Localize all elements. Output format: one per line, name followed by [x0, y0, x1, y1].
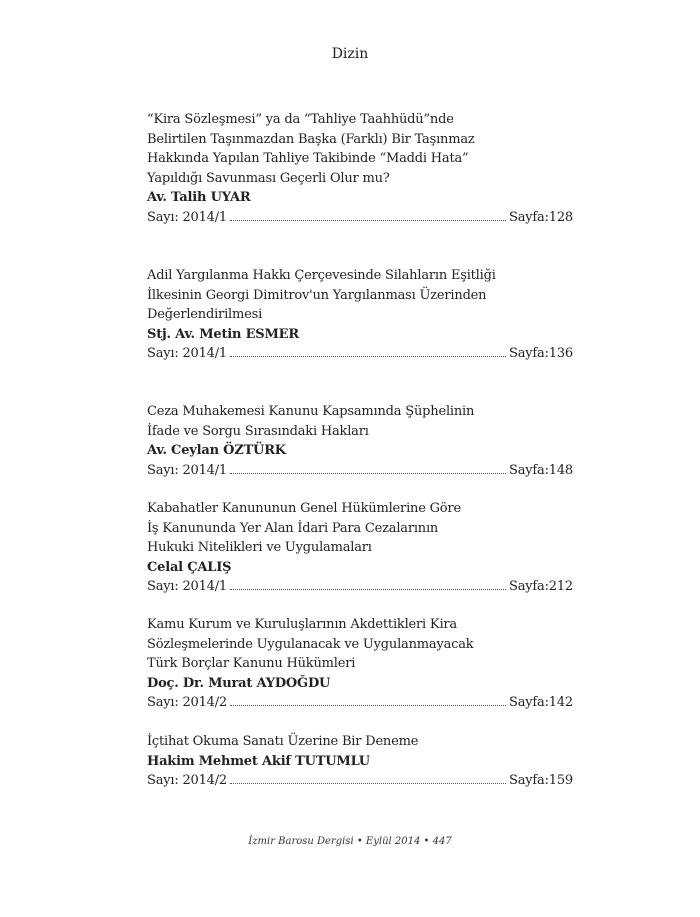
entry-title-line: Hukuki Nitelikleri ve Uygulamaları	[147, 540, 372, 556]
entry-page: Sayfa:159	[509, 773, 573, 789]
entry-reference	[147, 693, 573, 713]
entry-title-line: Yapıldığı Savunması Geçerli Olur mu?	[147, 170, 390, 186]
dot-leader	[230, 210, 506, 221]
dot-leader	[230, 695, 506, 706]
entry-title-line: Ceza Muhakemesi Kanunu Kapsamında Şüphelinin	[147, 404, 475, 419]
dot-leader	[230, 346, 506, 357]
entry-page: Sayfa:142	[509, 695, 573, 711]
entry-title-line: İş Kanununda Yer Alan İdari Para Cezalarının	[147, 520, 439, 536]
page-header: Dizin	[331, 46, 369, 62]
entry-title-line: Kabahatler Kanununun Genel Hükümlerine Göre	[147, 501, 461, 516]
entry-author: Hakim Mehmet Akif TUTUMLU	[147, 753, 370, 769]
entry-title-line: Türk Borçlar Kanunu Hükümleri	[147, 656, 356, 672]
index-entry	[147, 732, 573, 791]
entry-issue: Sayı: 2014/2	[147, 695, 228, 711]
entry-author: Av. Talih UYAR	[147, 190, 251, 206]
index-entry	[147, 499, 573, 597]
entry-issue: Sayı: 2014/1	[147, 579, 228, 595]
entry-title-line: Değerlendirilmesi	[147, 307, 263, 323]
entry-author: Av. Ceylan ÖZTÜRK	[147, 443, 286, 459]
entry-reference	[147, 208, 573, 228]
index-entry	[147, 402, 573, 480]
index-entry	[147, 615, 573, 713]
entry-reference	[147, 461, 573, 481]
index-entry	[147, 110, 573, 228]
entry-author: Stj. Av. Metin ESMER	[147, 326, 299, 342]
entry-page: Sayfa:148	[509, 462, 573, 478]
entry-title-line: “Kira Sözleşmesi” ya da “Tahliye Taahhüdü”nde	[147, 112, 454, 127]
entry-page: Sayfa:128	[509, 209, 573, 225]
entry-reference	[147, 771, 573, 791]
entry-title-line: Hakkında Yapılan Tahliye Takibinde “Maddi Hata”	[147, 151, 469, 167]
entry-issue: Sayı: 2014/2	[147, 773, 228, 789]
entry-author: Doç. Dr. Murat AYDOĞDU	[147, 675, 331, 691]
page-footer: İzmir Barosu Dergisi • Eylül 2014 • 447	[248, 836, 452, 847]
entry-page: Sayfa:212	[509, 579, 573, 595]
entry-title-line: İçtihat Okuma Sanatı Üzerine Bir Deneme	[147, 734, 419, 749]
entry-title-line: İlkesinin Georgi Dimitrov'un Yargılanması Üzerinden	[147, 287, 487, 303]
entry-issue: Sayı: 2014/1	[147, 346, 228, 362]
entry-title-line: İfade ve Sorgu Sırasındaki Hakları	[147, 423, 369, 439]
entry-title-line: Sözleşmelerinde Uygulanacak ve Uygulanmayacak	[147, 636, 474, 652]
entry-reference	[147, 577, 573, 597]
dot-leader	[230, 463, 506, 474]
entry-reference	[147, 344, 573, 364]
entry-author: Celal ÇALIŞ	[147, 559, 232, 575]
entry-page: Sayfa:136	[509, 346, 573, 362]
entry-issue: Sayı: 2014/1	[147, 462, 228, 478]
entry-issue: Sayı: 2014/1	[147, 209, 228, 225]
entry-title-line: Adil Yargılanma Hakkı Çerçevesinde Silahların Eşitliği	[147, 268, 496, 283]
entry-title-line: Belirtilen Taşınmazdan Başka (Farklı) Bir Taşınmaz	[147, 131, 475, 147]
dot-leader	[230, 773, 506, 784]
entry-title-line: Kamu Kurum ve Kuruluşlarının Akdettikleri Kira	[147, 617, 457, 632]
index-entry	[147, 266, 573, 364]
dot-leader	[230, 579, 506, 590]
